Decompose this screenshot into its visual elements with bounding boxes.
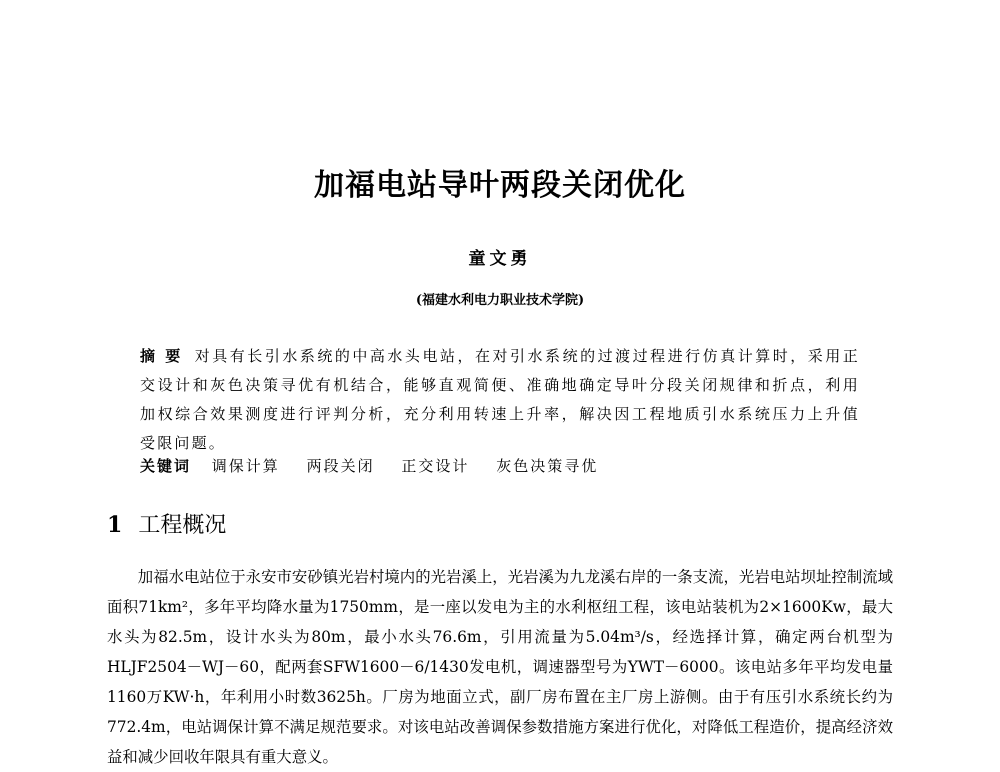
abstract-text: 对具有长引水系统的中高水头电站，在对引水系统的过渡过程进行仿真计算时，采用正交设计和灰色决策寻优有机结合，能够直观简便、准确地确定导叶分段关闭规律和折点，利用加权综合效果测度进行评判分析，充分利用转速上升率，解决因工程地质引水系统压力上升值受限问题。 — [140, 347, 860, 452]
keywords-label: 关键词 — [140, 457, 192, 475]
paper-title: 加福电站导叶两段关闭优化 — [314, 168, 686, 203]
body-paragraph: 加福水电站位于永安市安砂镇光岩村境内的光岩溪上，光岩溪为九龙溪右岸的一条支流，光岩电站坝址控制流域面积71km²，多年平均降水量为1750mm，是一座以发电为主的水利枢纽工程，该电站装机为2×1600Kw，最大水头为82.5m，设计水头为80m，最小水头76.6m，引用流量为5.04m³/s，经选择计算，确定两台机型为HLJF2504－WJ－60，配两套SFW1600－6/1430发电机，调速器型号为YWT－6000。该电站多年平均发电量1160万KW·h，年利用小时数3625h。厂房为地面立式，副厂房布置在主厂房上游侧。由于有压引水系统长约为772.4m，电站调保计算不满足规范要求。对该电站改善调保参数措施方案进行优化，对降低工程造价，提高经济效益和减少回收年限具有重大意义。 — [107, 568, 893, 766]
abstract-label: 摘 要 — [140, 347, 183, 365]
abstract — [140, 342, 860, 458]
author-affiliation: (福建水利电力职业技术学院) — [415, 293, 585, 308]
keywords — [140, 455, 860, 476]
section-heading — [107, 508, 226, 539]
keyword-item: 两段关闭 — [306, 457, 375, 475]
author-name: 童文勇 — [468, 249, 532, 269]
keyword-item: 灰色决策寻优 — [496, 457, 599, 475]
keyword-item: 调保计算 — [211, 457, 280, 475]
section-title: 工程概况 — [138, 513, 227, 538]
section-number: 1 — [107, 512, 123, 538]
keyword-item: 正交设计 — [401, 457, 470, 475]
